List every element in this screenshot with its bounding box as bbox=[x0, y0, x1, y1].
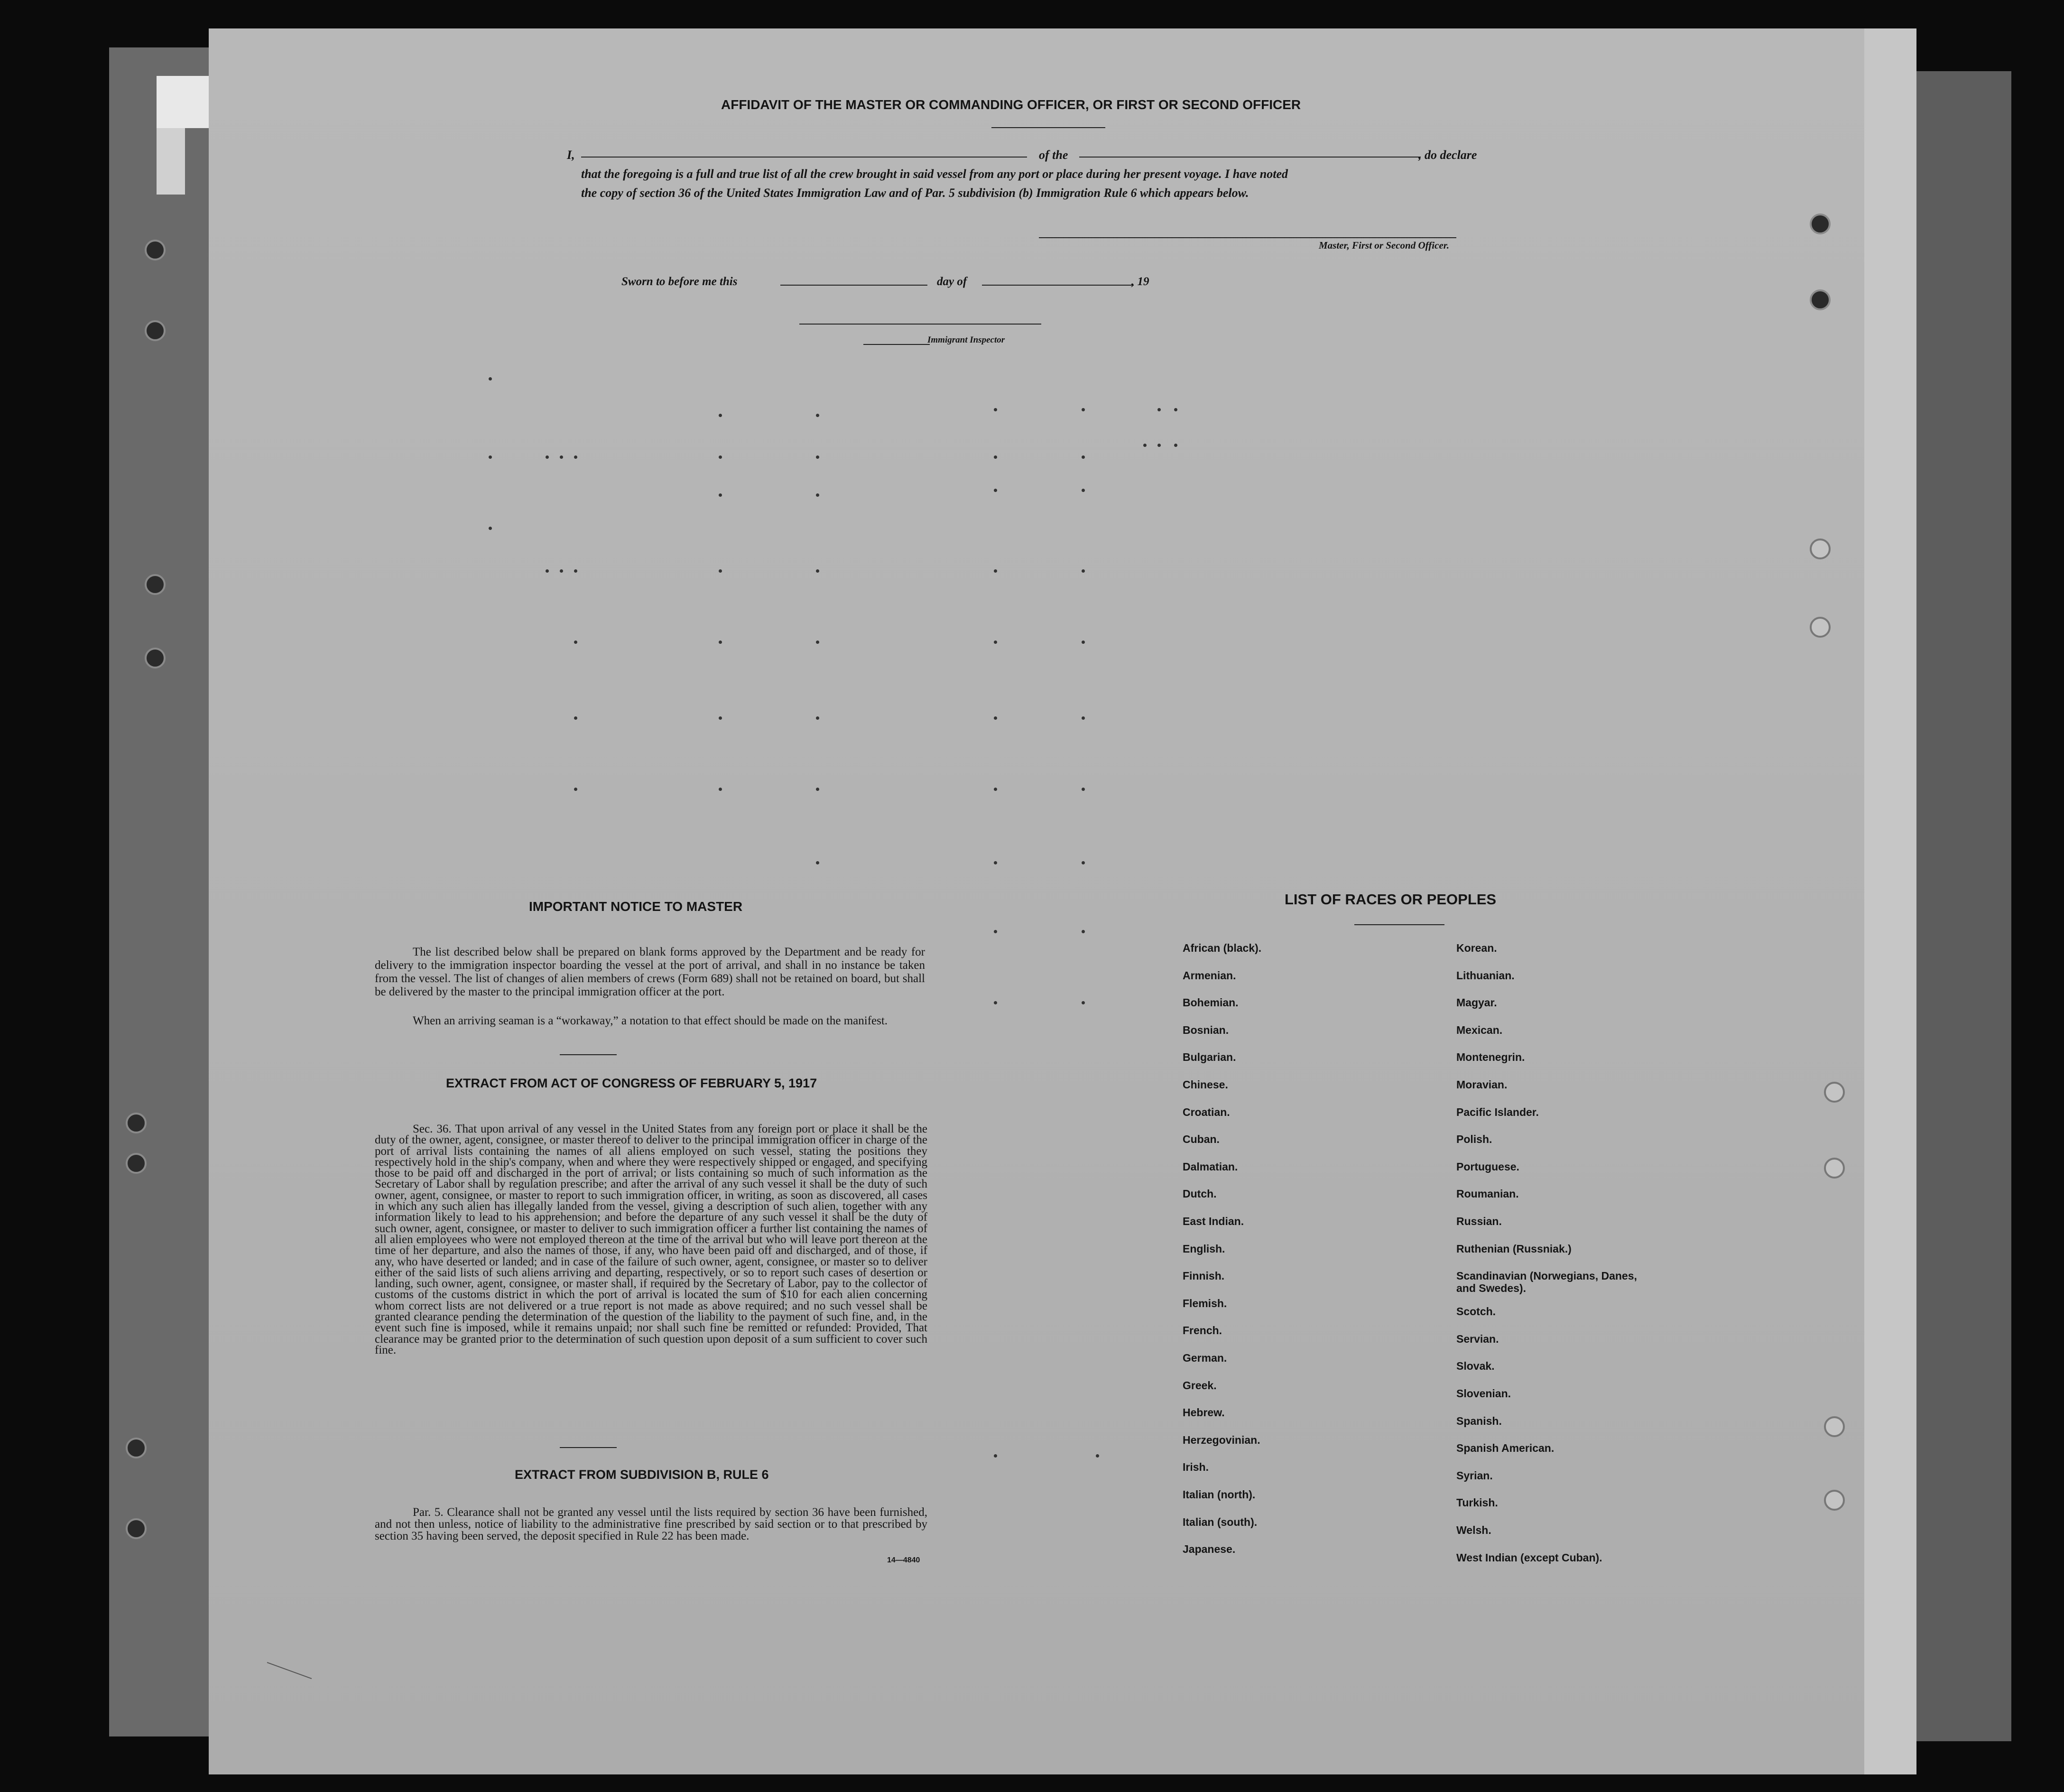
race-right-item: Syrian. bbox=[1456, 1469, 1493, 1482]
binder-tab-2 bbox=[157, 128, 185, 195]
day-of-label: day of bbox=[937, 275, 967, 288]
race-right-item: Mexican. bbox=[1456, 1023, 1503, 1036]
affidavit-line3: the copy of section 36 of the United States Immigration Law and of Par. 5 subdivision (b) Immigration Rule 6 which appears below. bbox=[581, 186, 1249, 200]
race-left-item: Greek. bbox=[1183, 1379, 1217, 1392]
race-left-item: Flemish. bbox=[1183, 1297, 1227, 1309]
race-left-item: Finnish. bbox=[1183, 1270, 1225, 1282]
race-left-item: Croatian. bbox=[1183, 1105, 1230, 1118]
race-right-item: Scotch. bbox=[1456, 1305, 1496, 1318]
punch-hole bbox=[145, 240, 166, 260]
punch-hole bbox=[145, 574, 166, 595]
underlying-sheet-left bbox=[109, 47, 218, 1736]
race-left-item: German. bbox=[1183, 1352, 1227, 1364]
race-left-item: French. bbox=[1183, 1324, 1222, 1337]
page-edge bbox=[1864, 28, 1916, 1774]
race-right-item: Turkish. bbox=[1456, 1496, 1498, 1509]
race-left-item: English. bbox=[1183, 1242, 1225, 1255]
affidavit-title: AFFIDAVIT OF THE MASTER OR COMMANDING OFFICER, OR FIRST OR SECOND OFFICER bbox=[721, 97, 1301, 112]
inspector-caption: Immigrant Inspector bbox=[927, 335, 1005, 345]
form-number: 14—4840 bbox=[887, 1556, 920, 1564]
race-left-item: Herzegovinian. bbox=[1183, 1433, 1260, 1446]
punch-hole bbox=[1824, 1158, 1845, 1179]
race-right-item: Slovak. bbox=[1456, 1360, 1495, 1373]
punch-hole bbox=[1810, 617, 1831, 638]
race-right-item: Russian. bbox=[1456, 1215, 1502, 1227]
vessel-field[interactable] bbox=[1079, 157, 1421, 158]
race-left-item: Irish. bbox=[1183, 1461, 1209, 1474]
race-left-item: Japanese. bbox=[1183, 1543, 1236, 1556]
punch-hole bbox=[145, 320, 166, 341]
race-left-item: African (black). bbox=[1183, 942, 1262, 954]
race-right-item: Welsh. bbox=[1456, 1524, 1491, 1536]
race-right-item: Ruthenian (Russniak.) bbox=[1456, 1242, 1572, 1255]
signer-caption: Master, First or Second Officer. bbox=[1319, 240, 1449, 251]
race-right-item: Magyar. bbox=[1456, 996, 1497, 1009]
race-right-item: Spanish. bbox=[1456, 1414, 1502, 1427]
signature-line[interactable] bbox=[1039, 237, 1456, 238]
race-right-item: Polish. bbox=[1456, 1133, 1492, 1146]
races-heading: LIST OF RACES OR PEOPLES bbox=[1285, 891, 1497, 908]
affidavit-i: I, bbox=[567, 148, 575, 162]
race-left-item: Bohemian. bbox=[1183, 996, 1239, 1009]
race-left-item: Hebrew. bbox=[1183, 1406, 1225, 1419]
punch-hole bbox=[1810, 539, 1831, 559]
inspector-signature-line[interactable] bbox=[799, 324, 1041, 325]
race-right-item: West Indian (except Cuban). bbox=[1456, 1551, 1602, 1564]
race-left-item: Bulgarian. bbox=[1183, 1051, 1236, 1064]
race-right-item: Lithuanian. bbox=[1456, 969, 1515, 982]
punch-hole bbox=[1810, 289, 1831, 310]
extract2-heading: EXTRACT FROM SUBDIVISION B, RULE 6 bbox=[515, 1467, 769, 1482]
punch-hole bbox=[126, 1113, 147, 1133]
notice-paragraph-2: When an arriving seaman is a “workaway,” a notation to that effect should be made on the manifest. bbox=[413, 1014, 888, 1027]
punch-hole bbox=[126, 1438, 147, 1458]
sworn-label: Sworn to before me this bbox=[621, 275, 738, 288]
notice-paragraph-1: The list described below shall be prepared on blank forms approved by the Department and be ready for delivery to the immigration inspector boarding the vessel at the port of arrival, and shall in no instance be taken from the vessel. The list of changes of alien members of crews (Form 689) shall not be retained on board, but shall be delivered by the master to the principal immigration officer at the port. bbox=[375, 946, 925, 998]
race-left-item: Italian (north). bbox=[1183, 1488, 1256, 1501]
race-right-item: Pacific Islander. bbox=[1456, 1105, 1539, 1118]
race-right-item: Montenegrin. bbox=[1456, 1051, 1525, 1064]
race-right-item: Portuguese. bbox=[1456, 1160, 1519, 1173]
inspector-short-line bbox=[863, 344, 930, 345]
year-label: , 19 bbox=[1131, 275, 1149, 288]
notice-heading: IMPORTANT NOTICE TO MASTER bbox=[529, 899, 743, 914]
race-left-item: Chinese. bbox=[1183, 1078, 1228, 1091]
extract1-body: Sec. 36. That upon arrival of any vessel in the United States from any foreign port or place it shall be the duty of the owner, agent, consignee, or master thereof to deliver to the principal immigration officer in charge of the port of arrival lists containing the names of all aliens employed on such vessel, stating the positions they respectively hold in the ship's company, when and where they were respectively shipped or engaged, and specifying those to be paid off and discharged in the port of arrival; or lists containing so much of such information as the Secretary of Labor shall by regulation prescribe; and after the arrival of any such vessel it shall be the duty of such owner, agent, consignee, or master to report to such immigration officer, in writing, as soon as discovered, all cases in which any such alien has illegally landed from the vessel, giving a description of such alien, together with any information likely to lead to his apprehension; and before the departure of any such vessel it shall be the duty of such owner, agent, consignee, or master to deliver to such immigration officer a further list containing the names of all alien employees who were not employed thereon at the time of the arrival but who will leave port thereon at the time of her departure, and also the names of those, if any, who have been paid off and discharged, and of those, if any, who have deserted or landed; and in case of the failure of such owner, agent, consignee, or master so to deliver either of the said lists of such aliens arriving and departing, respectively, or so to report such cases of desertion or landing, such owner, agent, consignee, or master shall, if required by the Secretary of Labor, pay to the collector of customs of the customs district in which the port of arrival is located the sum of $10 for each alien concerning whom correct lists are not delivered or a true report is not made as above required; and no such vessel shall be granted clearance pending the determination of the question of the liability to the payment of such fine, and, in the event such fine is imposed, while it remains unpaid; nor shall such fine be remitted or refunded: Provided, That clearance may be granted prior to the determination of such question upon deposit of a sum sufficient to cover such fine. bbox=[375, 1123, 927, 1356]
race-left-item: East Indian. bbox=[1183, 1215, 1244, 1227]
sworn-month-field[interactable] bbox=[982, 285, 1134, 286]
punch-hole bbox=[145, 648, 166, 669]
affidavit-of-the: of the bbox=[1039, 148, 1068, 162]
race-left-item: Cuban. bbox=[1183, 1133, 1220, 1146]
punch-hole bbox=[126, 1518, 147, 1539]
punch-hole bbox=[1824, 1082, 1845, 1103]
race-right-item: Spanish American. bbox=[1456, 1442, 1555, 1455]
punch-hole bbox=[1824, 1416, 1845, 1437]
notice-rule bbox=[560, 1054, 617, 1055]
affidavit-declare: , do declare bbox=[1418, 148, 1477, 162]
race-left-item: Dalmatian. bbox=[1183, 1160, 1238, 1173]
extract1-heading: EXTRACT FROM ACT OF CONGRESS OF FEBRUARY 5, 1917 bbox=[446, 1076, 817, 1090]
race-left-item: Italian (south). bbox=[1183, 1515, 1258, 1528]
sworn-day-field[interactable] bbox=[780, 285, 927, 286]
race-right-item: Slovenian. bbox=[1456, 1387, 1511, 1400]
races-rule bbox=[1354, 924, 1444, 925]
race-left-item: Armenian. bbox=[1183, 969, 1236, 982]
race-right-item: Servian. bbox=[1456, 1332, 1499, 1345]
race-right-item: Scandinavian (Norwegians, Danes, and Swedes). bbox=[1456, 1270, 1637, 1295]
race-left-item: Bosnian. bbox=[1183, 1023, 1229, 1036]
name-field[interactable] bbox=[581, 157, 1027, 158]
punch-hole bbox=[126, 1153, 147, 1174]
race-left-item: Dutch. bbox=[1183, 1188, 1217, 1200]
race-right-item: Moravian. bbox=[1456, 1078, 1508, 1091]
extract-rule bbox=[560, 1447, 617, 1448]
title-rule bbox=[991, 127, 1105, 128]
binder-tab bbox=[157, 76, 209, 128]
punch-hole bbox=[1824, 1490, 1845, 1511]
race-right-item: Korean. bbox=[1456, 942, 1497, 954]
race-right-item: Roumanian. bbox=[1456, 1188, 1519, 1200]
extract2-body: Par. 5. Clearance shall not be granted any vessel until the lists required by section 36 have been furnished, and not then unless, notice of liability to the administrative fine prescribed by said section or to that prescribed by section 35 having been served, the deposit specified in Rule 22 has been made. bbox=[375, 1506, 927, 1542]
affidavit-line2: that the foregoing is a full and true list of all the crew brought in said vessel from any port or place during her present voyage. I have noted bbox=[581, 167, 1288, 181]
punch-hole bbox=[1810, 214, 1831, 234]
